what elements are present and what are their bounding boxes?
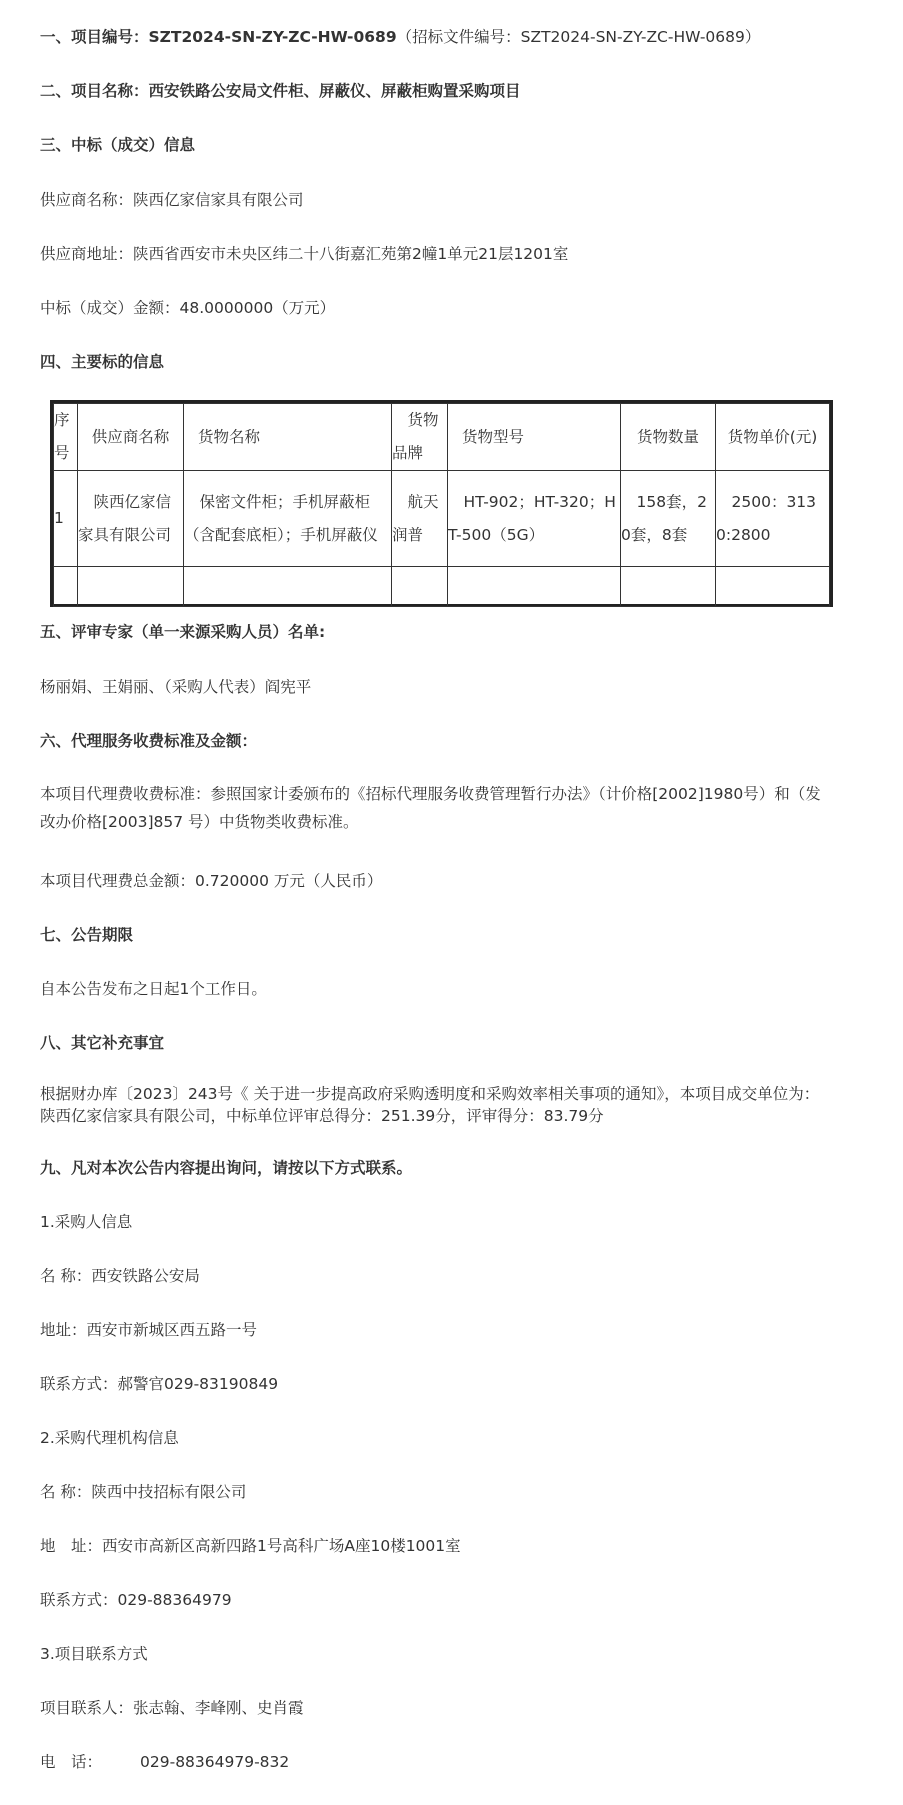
contact-heading: 九、凡对本次公告内容提出询问，请按以下方式联系。: [40, 1159, 413, 1177]
project-number-label: 一、项目编号：: [40, 28, 149, 46]
supplier-name: 供应商名称：陕西亿家信家具有限公司: [40, 191, 304, 209]
project-contact-people: 项目联系人：张志翰、李峰刚、史肖霞: [40, 1699, 304, 1717]
purchaser-name: 名 称：西安铁路公安局: [40, 1267, 200, 1285]
table-header-row: [54, 404, 830, 471]
items-table: [50, 400, 833, 607]
cell-model: HT-902；HT-320；HT-500（5G）: [448, 471, 621, 567]
award-info-heading: 三、中标（成交）信息: [40, 136, 196, 154]
table-row: [54, 471, 830, 567]
cell-goods-name: 保密文件柜；手机屏蔽柜（含配套底柜）；手机屏蔽仪: [184, 471, 392, 567]
header-cell-brand: 货物品牌: [392, 404, 448, 471]
project-number-code: SZT2024-SN-ZY-ZC-HW-0689: [148, 28, 397, 46]
notice-period-heading: 七、公告期限: [40, 926, 134, 944]
cell-index: 1: [54, 471, 78, 567]
supplier-address: 供应商地址：陕西省西安市未央区纬二十八街嘉汇苑第2幢1单元21层1201室: [40, 245, 569, 263]
purchaser-contact: 联系方式：郝警官029-83190849: [40, 1375, 279, 1393]
project-contact-phone-line: [40, 1752, 289, 1772]
purchaser-address: 地址：西安市新城区西五路一号: [40, 1321, 258, 1339]
agency-fee-total: 本项目代理费总金额：0.720000 万元（人民币）: [40, 872, 383, 890]
experts-names: 杨丽娟、王娟丽、（采购人代表）阎宪平: [40, 678, 312, 696]
tender-doc-number: （招标文件编号：SZT2024-SN-ZY-ZC-HW-0689）: [396, 28, 761, 46]
header-cell-supplier: 供应商名称: [78, 404, 184, 471]
supplementary-heading: 八、其它补充事宜: [40, 1034, 165, 1052]
phone-label: 电 话：: [40, 1753, 103, 1771]
cell-supplier: 陕西亿家信家具有限公司: [78, 471, 184, 567]
project-name-heading: 二、项目名称：西安铁路公安局文件柜、屏蔽仪、屏蔽柜购置采购项目: [40, 82, 521, 100]
cell-unit-price: 2500：3130:2800: [716, 471, 830, 567]
purchaser-info-title: 1.采购人信息: [40, 1213, 133, 1231]
cell-quantity: 158套，20套，8套: [621, 471, 716, 567]
agency-fee-heading: 六、代理服务收费标准及金额：: [40, 732, 258, 750]
agency-name: 名 称：陕西中技招标有限公司: [40, 1483, 247, 1501]
award-amount: 中标（成交）金额：48.0000000（万元）: [40, 299, 336, 317]
header-cell-quantity: 货物数量: [621, 404, 716, 471]
experts-heading: 五、评审专家（单一来源采购人员）名单:: [40, 623, 326, 641]
table-empty-row: [54, 567, 830, 607]
main-items-heading: 四、主要标的信息: [40, 353, 165, 371]
agency-contact: 联系方式：029-88364979: [40, 1591, 232, 1609]
header-cell-unit-price: 货物单价(元): [716, 404, 830, 471]
project-contact-title: 3.项目联系方式: [40, 1645, 148, 1663]
notice-period-text: 自本公告发布之日起1个工作日。: [40, 980, 267, 998]
phone-number: 029-88364979-832: [140, 1753, 290, 1771]
cell-brand: 航天润普: [392, 471, 448, 567]
agency-address: 地 址：西安市高新区高新四路1号高科广场A座10楼1001室: [40, 1537, 461, 1555]
project-number-line: [40, 27, 760, 47]
supplementary-text: 根据财办库〔2023〕243号《 关于进一步提高政府采购透明度和采购效率相关事项的通知》，本项目成交单位为：陕西亿家信家具有限公司，中标单位评审总得分：251.39分，评审得分：83.79分: [40, 1085, 820, 1125]
header-cell-model: 货物型号: [448, 404, 621, 471]
agency-fee-standard: 本项目代理费收费标准：参照国家计委颁布的《招标代理服务收费管理暂行办法》（计价格[2002]1980号）和（发改办价格[2003]857 号）中货物类收费标准。: [40, 785, 821, 831]
header-cell-goods-name: 货物名称: [184, 404, 392, 471]
agency-info-title: 2.采购代理机构信息: [40, 1429, 179, 1447]
header-cell-index: 序号: [54, 404, 78, 471]
